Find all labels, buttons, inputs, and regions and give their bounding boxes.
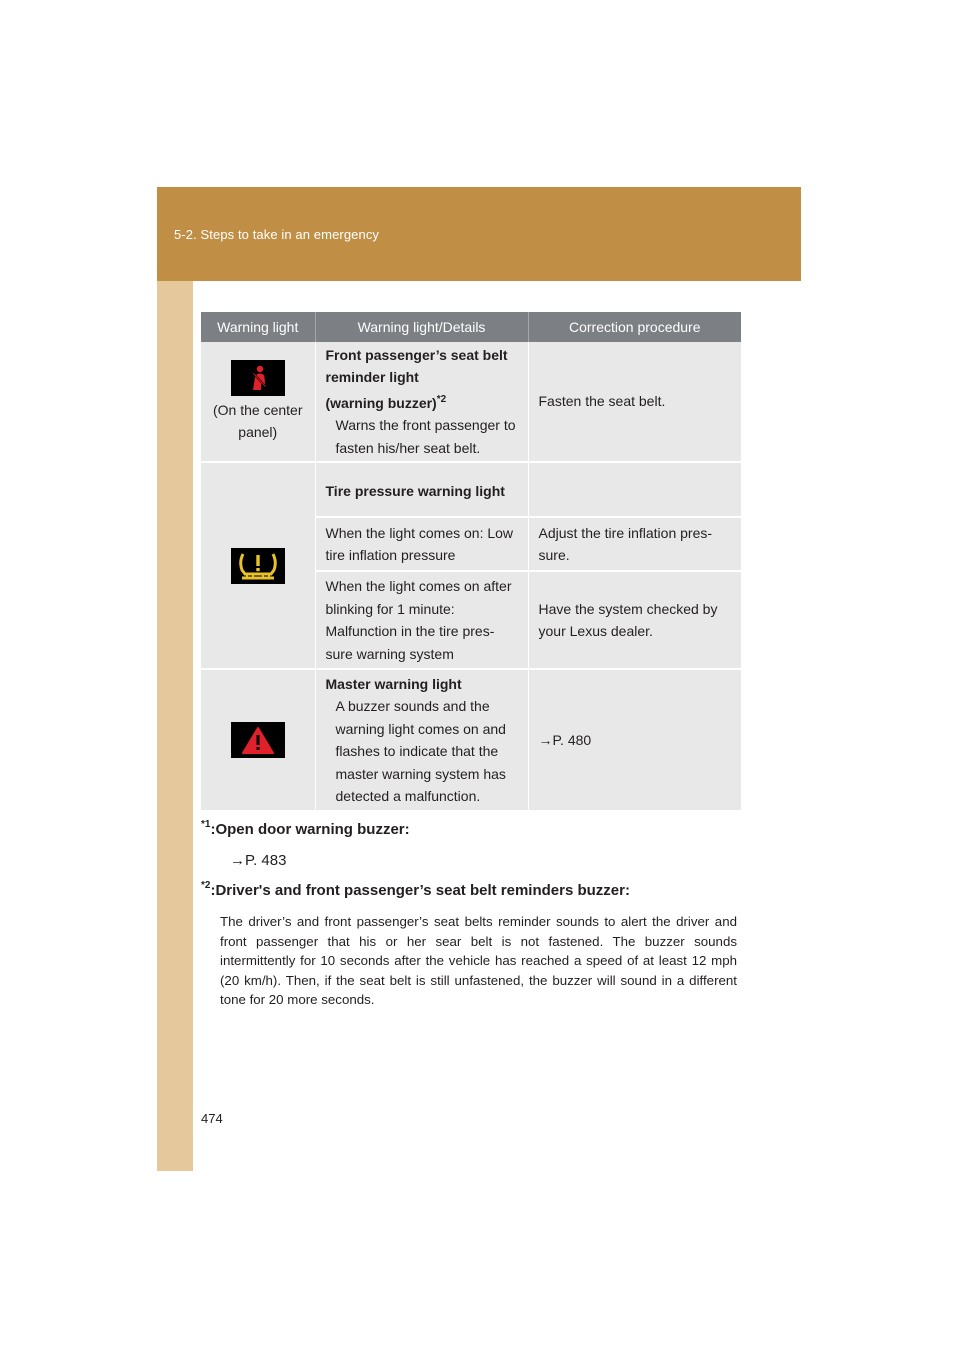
tire-cond1-correction: Adjust the tire inflation pres-sure. [528, 517, 741, 571]
master-detail-text: A buzzer sounds and the warning light comes on and flashes to indicate that the master warning system has detected a malfunction. [335, 698, 506, 804]
footnote-2-mark: *2 [201, 880, 211, 891]
seatbelt-detail-text: Warns the front passenger to fasten his/her seat belt. [335, 417, 516, 456]
tire-title: Tire pressure warning light [315, 462, 528, 517]
seatbelt-title-line3: (warning buzzer) [325, 394, 437, 411]
seatbelt-title-line2: reminder light [325, 369, 419, 386]
master-warning-icon [231, 722, 285, 758]
footnote-1-mark: *1 [201, 819, 211, 830]
table-row-tire-title [201, 462, 741, 517]
footnote-1-title: :Open door warning buzzer: [210, 821, 410, 838]
seatbelt-reminder-icon [231, 360, 285, 396]
tire-pressure-icon [231, 548, 285, 584]
table-row-master-warning [201, 669, 741, 811]
master-icon-cell [201, 669, 315, 811]
tire-cond2-correction: Have the system checked by your Lexus dealer. [528, 571, 741, 669]
seatbelt-details-cell [315, 342, 528, 462]
master-details-cell [315, 669, 528, 811]
tire-cond2-detail: When the light comes on after blinking for 1 minute: Malfunction in the tire pres-sure warning system [315, 571, 528, 669]
warning-light-table [201, 312, 741, 812]
footnote-1-reference: →P. 483 [230, 852, 287, 869]
column-header-warning-light: Warning light [201, 312, 315, 342]
master-title: Master warning light [325, 675, 462, 692]
footnote-2-title: :Driver's and front passenger’s seat belt reminders buzzer: [210, 882, 630, 899]
master-correction-cell: →P. 480 [528, 669, 741, 811]
table-row-seatbelt [201, 342, 741, 462]
seatbelt-icon-cell [201, 342, 315, 462]
footnote-1-heading [201, 819, 410, 838]
footnote-2-text: The driver’s and front passenger’s seat belts reminder sounds to alert the driver and front passenger that his or her sear belt is not fastened. The buzzer sounds intermittently for 10 seconds after the vehicle has reached a speed of at least 12 mph (20 km/h). Then, if the seat belt is still unfastened, the buzzer will sound in a different tone for 20 more seconds. [220, 914, 737, 1008]
table-header-row [201, 312, 741, 342]
side-band [157, 187, 193, 1171]
tire-icon-cell [201, 462, 315, 669]
column-header-correction: Correction procedure [528, 312, 741, 342]
seatbelt-footnote-mark: *2 [436, 393, 447, 405]
seatbelt-correction-cell: Fasten the seat belt. [528, 342, 741, 462]
tire-cond1-detail: When the light comes on: Low tire inflation pressure [315, 517, 528, 571]
seatbelt-location-label: (On the center panel) [213, 401, 303, 440]
column-header-details: Warning light/Details [315, 312, 528, 342]
footnote-2-heading [201, 880, 630, 899]
section-title: 5-2. Steps to take in an emergency [174, 227, 380, 242]
seatbelt-title-line1: Front passenger’s seat belt [325, 346, 508, 363]
tire-title-empty-cell [528, 462, 741, 517]
page-number: 474 [201, 1111, 223, 1126]
